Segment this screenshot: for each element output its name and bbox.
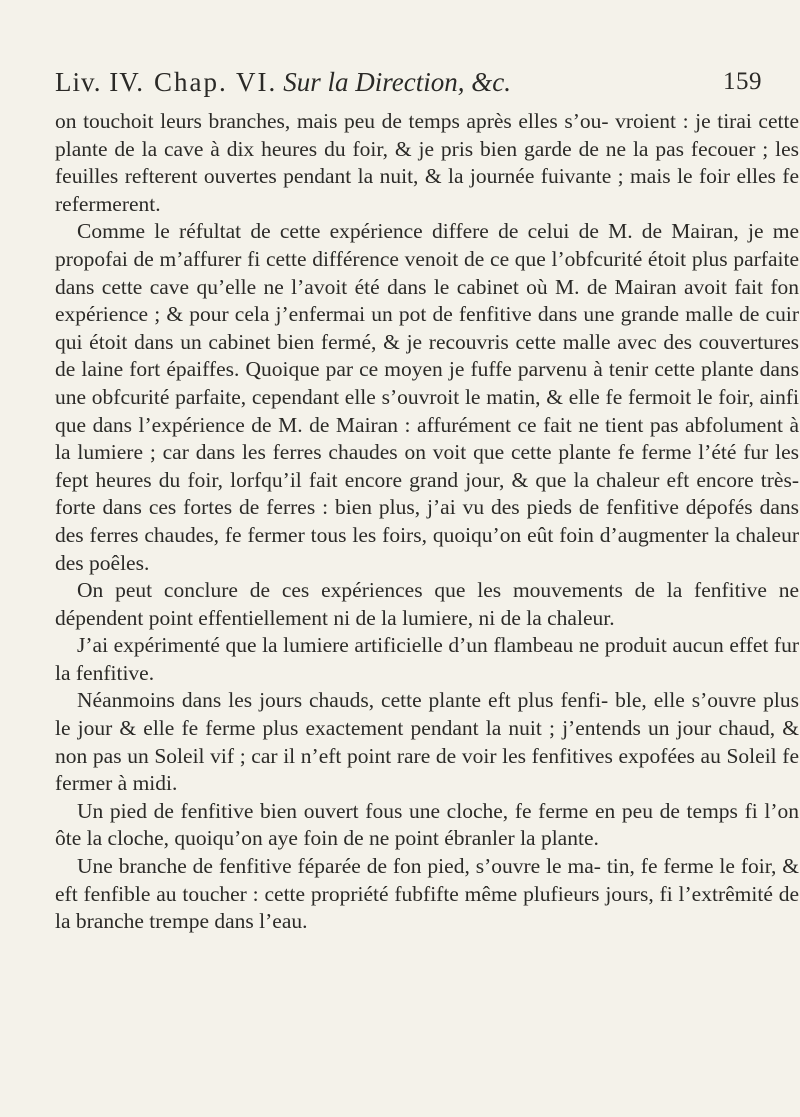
page-number: 159 — [723, 68, 762, 95]
paragraph: Néanmoins dans les jours chauds, cette plante eft plus fenfi- ble, elle s’ouvre plus le jour & elle fe ferme plus exactement pendant la nuit ; j’entends un jour chaud, & non pas un Soleil vif ; car il n’eft point rare de voir les fenfitives expofées au Soleil fe fermer à midi. — [55, 688, 799, 796]
chapter-number: Chap. VI. — [154, 67, 278, 97]
paragraph: Comme le réfultat de cette expérience differe de celui de M. de Mairan, je me propofai de m’affurer fi cette différence venoit de ce que l’obfcurité étoit plus parfaite dans cette cave qu’elle ne l’avoit été dans le cabinet où M. de Mairan avoit fait fon expérience ; & pour cela j’enfermai un pot de fenfitive dans une grande malle de cuir qui étoit dans un cabinet bien fermé, & je recouvris cette malle avec des couvertures de laine fort épaiffes. Quoique par ce moyen je fuffe parvenu à tenir cette plante dans une obfcurité parfaite, cependant elle s’ouvroit le matin, & elle fe fermoit le foir, ainfi que dans l’expérience de M. de Mairan : affurément ce fait ne tient pas abfolument à la lumiere ; car dans les ferres chaudes on voit que cette plante fe ferme l’été fur les fept heures du foir, lorfqu’il fait encore grand jour, & que la chaleur eft encore très-forte dans ces fortes de ferres : bien plus, j’ai vu des pieds de fenfitive dépofés dans des ferres chaudes, fe fermer tous les foirs, quoiqu’on eût foin d’augmenter la chaleur des poêles. — [55, 219, 799, 575]
chapter-title: Sur la Direction, &c. — [283, 67, 511, 97]
paragraph-continued: on touchoit leurs branches, mais peu de temps après elles s’ou- vroient : je tirai cette plante de la cave à dix heures du foir, & je pris bien garde de ne la pas fecouer ; les feuilles refterent ouvertes pendant la nuit, & la journée fuivante ; mais le foir elles fe refermerent. — [55, 109, 799, 216]
running-head — [55, 62, 762, 102]
paragraph: Un pied de fenfitive bien ouvert fous une cloche, fe ferme en peu de temps fi l’on ôte la cloche, quoiqu’on aye foin de ne point ébranler la plante. — [55, 798, 799, 851]
paragraph: J’ai expérimenté que la lumiere artificielle d’un flambeau ne produit aucun effet fur la fenfitive. — [55, 633, 799, 685]
book-number: Liv. IV. — [55, 67, 144, 97]
paragraph: Une branche de fenfitive féparée de fon pied, s’ouvre le ma- tin, fe ferme le foir, & eft fenfible au toucher : cette propriété fubfifte même plufieurs jours, fi l’extrêmité de la branche trempe dans l’eau. — [55, 854, 799, 934]
body-text — [55, 108, 799, 936]
paragraph: On peut conclure de ces expériences que les mouvements de la fenfitive ne dépendent point effentiellement ni de la lumiere, ni de la chaleur. — [55, 578, 799, 630]
